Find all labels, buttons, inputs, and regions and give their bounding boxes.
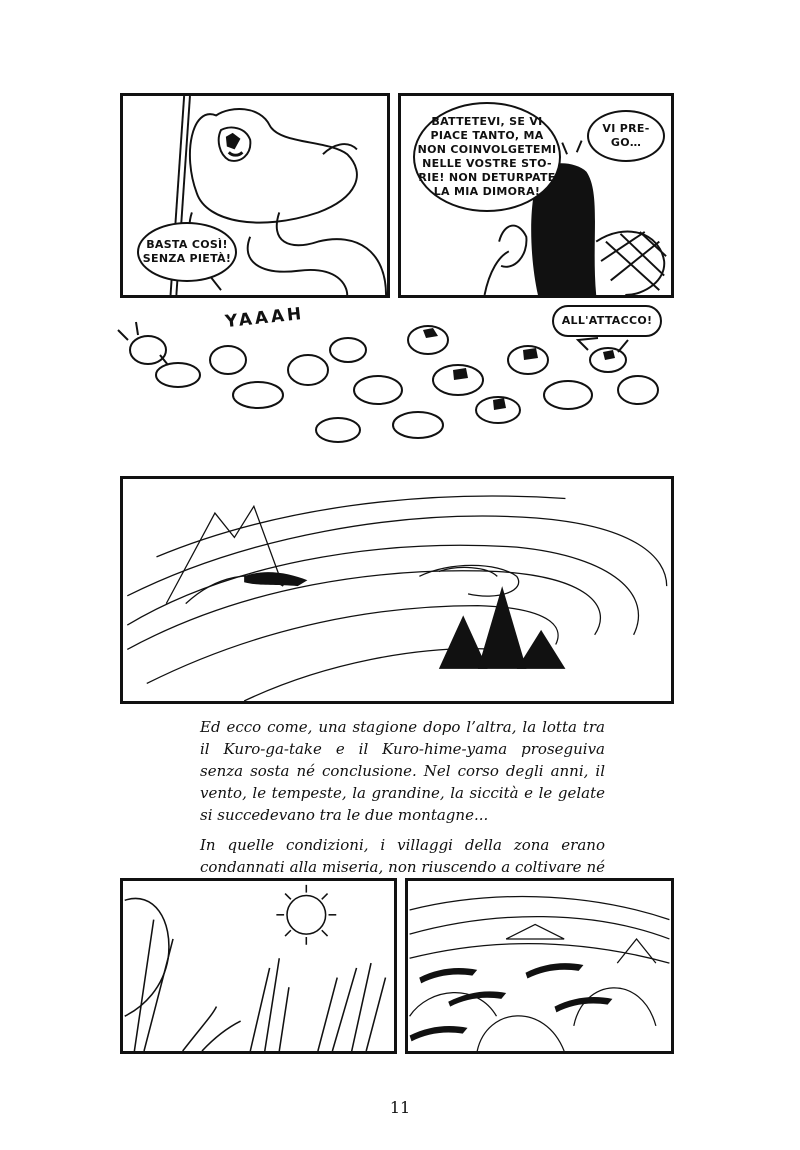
panel-sun-drought	[120, 878, 397, 1054]
sun-drought-illustration	[123, 881, 394, 1051]
village-storm-illustration	[408, 881, 671, 1051]
narration-paragraph-1: Ed ecco come, una stagione dopo l’altra, la lotta tra il Kuro-ga-take e il Kuro-hime-yama proseguiva senza sosta né conclusione. Nel corso degli anni, il vento, le tempeste, la grandine, la siccità e le gelate si succedevano tra le due montagne...	[200, 718, 605, 824]
panel-princess	[398, 93, 674, 298]
speech-bubble-battetevi: BATTETEVI, SE VI PIACE TANTO, MA NON COINVOLGETEMI NELLE VOSTRE STO- RIE! NON DETURPATE LA MIA DIMORA!	[413, 102, 561, 212]
panel-whirlwind	[120, 476, 674, 704]
whirlwind-illustration	[123, 479, 671, 701]
speech-bubble-vi-prego: VI PRE- GO…	[587, 110, 665, 162]
narration-paragraph-2: In quelle condizioni, i villaggi della zona erano condannati alla miseria, non riuscendo a coltivare né	[200, 836, 605, 876]
speech-bubble-basta: BASTA COSÌ! SENZA PIETÀ!	[137, 222, 237, 282]
panel-old-man	[120, 93, 390, 298]
panel-village-storm	[405, 878, 674, 1054]
speech-bubble-attacco: ALL'ATTACCO!	[552, 305, 662, 337]
sfx-yaaah: YAAAH	[224, 303, 306, 333]
page-number: 11	[389, 1098, 411, 1117]
